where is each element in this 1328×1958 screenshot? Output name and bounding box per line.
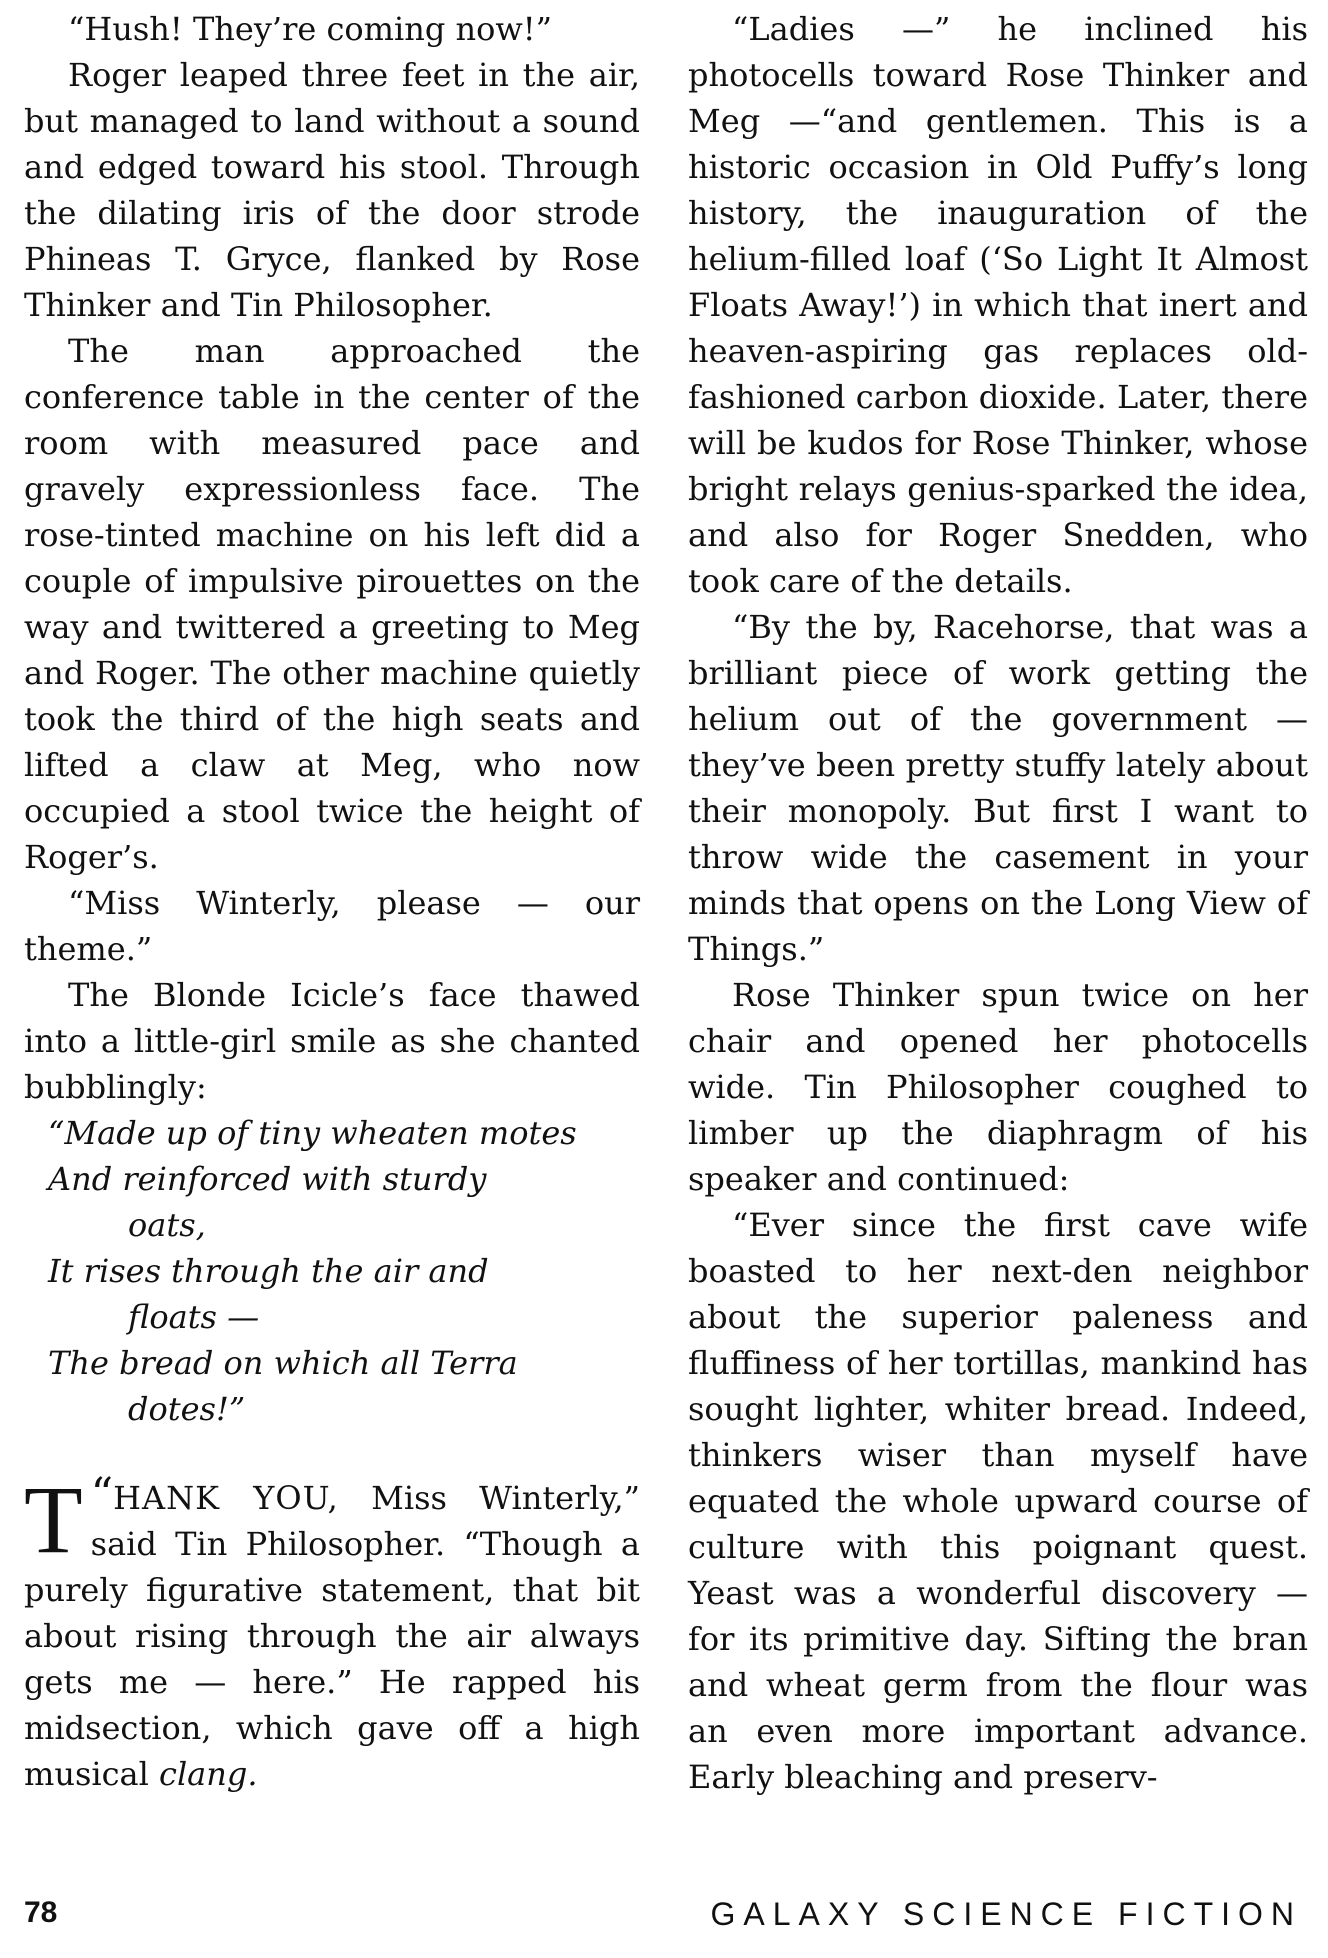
paragraph: Roger leaped three feet in the air, but managed to land without a sound and edged toward his stool. Through the dilating iris of the door strode Phineas T. Gryce, flanked by Rose Thinker and Tin Philosopher. [24,56,640,324]
paragraph: The man approached the conference table in the center of the room with measured pace and gravely expressionless face. The rose-tinted machine on his left did a couple of impulsive pirouettes on the way and twittered a greeting to Meg and Roger. The other machine quietly took the third of the high seats and lifted a claw at Meg, who now occupied a stool twice the height of Roger’s. [24,332,640,876]
open-quote: “ [90,1469,114,1520]
page-number: 78 [24,1896,58,1929]
paragraph-text: Miss Winterly,” said Tin Philosopher. “Though a purely figurative statement, that bit about rising through the air always gets me — here.” He rapped his midsection, which gave off a high musical [24,1479,641,1793]
left-column [24,6,640,1797]
drop-cap-paragraph [24,1466,641,1797]
paragraph: “Ever since the first cave wife boasted to her next-den neighbor about the superior paleness and fluffiness of her tortillas, mankind has sought lighter, whiter bread. Indeed, thinkers wiser than myself have equated the whole upward course of culture with this poignant quest. Yeast was a wonderful discovery — for its primitive day. Sifting the bran and wheat germ from the flour was an even more important advance. Early bleaching and preserv- [688,1206,1308,1796]
poem-line: dotes!” [128,1390,246,1428]
paragraph: “By the by, Racehorse, that was a brilliant piece of work getting the helium out of the government — they’ve been pretty stuffy lately about their monopoly. But first I want to throw wide the casement in your minds that opens on the Long View of Things.” [688,608,1308,968]
paragraph: “Ladies —” he inclined his photocells toward Rose Thinker and Meg —“and gentlemen. This is a historic occasion in Old Puffy’s long history, the inauguration of the helium-filled loaf (‘So Light It Almost Floats Away!’) in which that inert and heaven-aspiring gas replaces old-fashioned carbon dioxide. Later, there will be kudos for Rose Thinker, whose bright relays genius-sparked the idea, and also for Roger Snedden, who took care of the details. [688,10,1308,600]
drop-cap: T [24,1466,83,1573]
page-footer [0,1896,1328,1946]
small-caps-lead: HANK YOU, [113,1479,339,1517]
right-column [688,6,1308,1800]
paragraph: “Hush! They’re coming now!” [68,10,552,48]
italic-word: clang. [159,1755,258,1793]
poem-line: oats, [128,1206,206,1244]
paragraph: Rose Thinker spun twice on her chair and opened her photocells wide. Tin Philosopher coughed to limber up the diaphragm of his speaker and continued: [688,976,1308,1198]
running-footer-title: GALAXY SCIENCE FICTION [710,1896,1302,1932]
poem-line: It rises through the air and [48,1252,489,1290]
paragraph: “Miss Winterly, please — our theme.” [24,884,640,968]
poem-line: And reinforced with sturdy [48,1160,487,1198]
poem-line: floats — [128,1298,260,1336]
paragraph: The Blonde Icicle’s face thawed into a little-girl smile as she chanted bubblingly: [24,976,640,1106]
poem-line: The bread on which all Terra [48,1344,518,1382]
poem-line: “Made up of tiny wheaten motes [48,1114,577,1152]
poem [24,1110,640,1432]
